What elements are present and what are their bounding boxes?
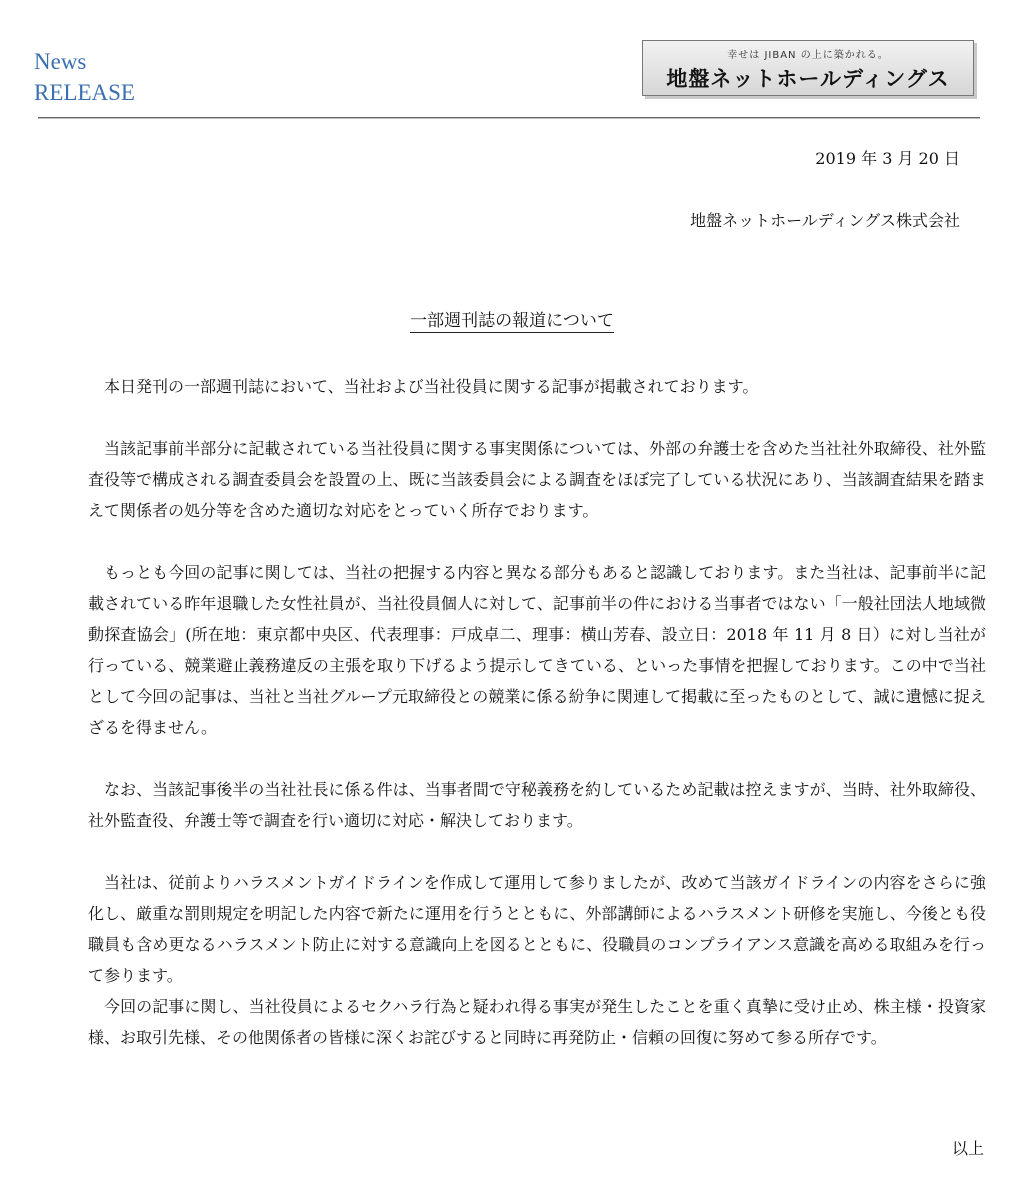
document-title-text: 一部週刊誌の報道について bbox=[410, 311, 614, 331]
paragraph: 当該記事前半部分に記載されている当社役員に関する事実関係については、外部の弁護士を含めた当社社外取締役、社外監査役等で構成される調査委員会を設置の上、既に当該委員会による調査をほぼ完了している状況にあり、当該調査結果を踏まえて関係者の処分等を含めた適切な対応をとっていく所存でおります。 bbox=[88, 439, 986, 520]
paragraph: なお、当該記事後半の当社社長に係る件は、当事者間で守秘義務を約しているため記載は控えますが、当時、社外取締役、社外監査役、弁護士等で調査を行い適切に対応・解決しております。 bbox=[88, 780, 986, 830]
news-label-line1: News bbox=[34, 49, 87, 74]
paragraph: もっとも今回の記事に関しては、当社の把握する内容と異なる部分もあると認識しております。また当社は、記事前半に記載されている昨年退職した女性社員が、当社役員個人に対して、記事前半の件における当事者ではない「一般社団法人地域微動探査協会」(所在地：東京都中央区、代表理事：戸成卓二、理事：横山芳春、設立日：2018 年 11 月 8 日）に対し当社が行っている、競業避止義務違反の主張を取り下げるよう提示してきている、といった事情を把握しております。この中で当社として今回の記事は、当社と当社グループ元取締役との競業に係る紛争に関連して掲載に至ったものとして、誠に遺憾に捉えざるを得ません。 bbox=[88, 563, 986, 737]
paragraph: 当社は、従前よりハラスメントガイドラインを作成して運用して参りましたが、改めて当該ガイドラインの内容をさらに強化し、厳重な罰則規定を明記した内容で新たに運用を行うとともに、外部講師によるハラスメント研修を実施し、今後とも役職員も含め更なるハラスメント防止に対する意識向上を図るとともに、役職員のコンプライアンス意識を高める取組みを行って参ります。 bbox=[88, 873, 986, 985]
paragraph: 本日発刊の一部週刊誌において、当社および当社役員に関する記事が掲載されております。 bbox=[104, 377, 759, 396]
closing-mark: 以上 bbox=[951, 1139, 984, 1158]
news-label-line2: RELEASE bbox=[34, 80, 135, 105]
header-divider bbox=[38, 117, 980, 118]
news-release-label bbox=[34, 46, 135, 108]
issuing-company: 地盤ネットホールディングス株式会社 bbox=[690, 211, 960, 230]
release-date: 2019 年 3 月 20 日 bbox=[815, 149, 960, 168]
company-logo bbox=[642, 40, 974, 96]
document-title bbox=[0, 307, 1024, 335]
logo-company-name: 地盤ネットホールディングス bbox=[666, 67, 950, 91]
body-text bbox=[88, 371, 986, 1053]
logo-tagline: 幸せは JIBAN の上に築かれる。 bbox=[727, 50, 889, 61]
paragraph: 今回の記事に関し、当社役員によるセクハラ行為と疑われ得る事実が発生したことを重く真摯に受け止め、株主様・投資家様、お取引先様、その他関係者の皆様に深くお詫びすると同時に再発防止・信頼の回復に努めて参る所存です。 bbox=[88, 997, 986, 1047]
